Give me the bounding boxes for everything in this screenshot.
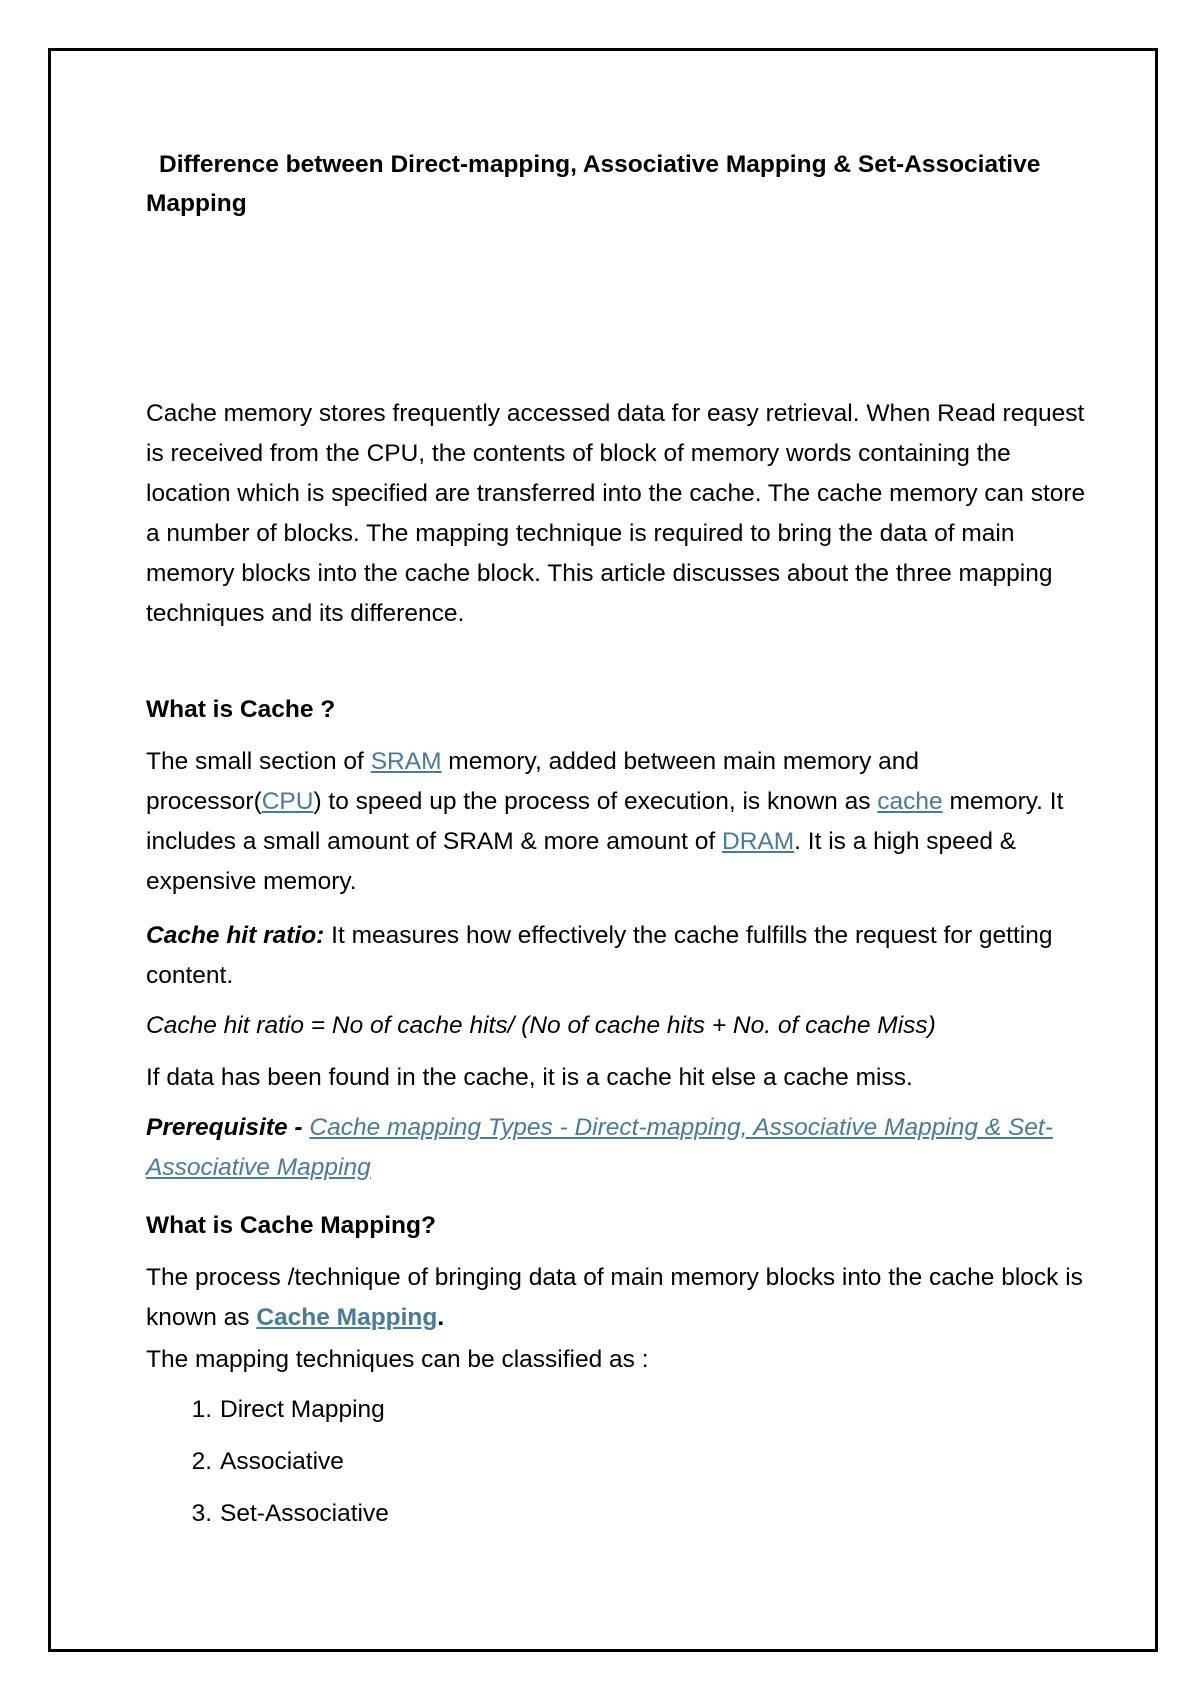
hit-ratio-label: Cache hit ratio: <box>146 922 325 949</box>
cpu-link[interactable]: CPU <box>261 788 314 815</box>
cache-def-text-3: ) to speed up the process of execution, is known as <box>313 788 878 815</box>
cache-mapping-text-2: . <box>437 1304 445 1331</box>
hit-ratio-formula: Cache hit ratio = No of cache hits/ (No of cache hits + No. of cache Miss) <box>146 1012 936 1039</box>
page-title-text: Difference between Direct-mapping, Associative Mapping & Set-Associative Mapping <box>146 151 1041 217</box>
sram-link[interactable]: SRAM <box>370 748 442 775</box>
hit-ratio-text: It measures how effectively the cache fulfills the request for getting content. <box>146 922 1053 989</box>
cache-def-text-1: The small section of <box>146 748 371 775</box>
prerequisite-label: Prerequisite - <box>146 1114 303 1141</box>
hit-ratio-paragraph <box>146 916 1086 996</box>
cache-definition-paragraph <box>146 742 1086 902</box>
intro-paragraph: Cache memory stores frequently accessed data for easy retrieval. When Read request is received from the CPU, the contents of block of memory words containing the location which is specified are transferred into the cache. The cache memory can store a number of blocks. The mapping technique is required to bring the data of main memory blocks into the cache block. This article discusses about the three mapping techniques and its difference. <box>146 400 1086 627</box>
list-item <box>146 1494 389 1546</box>
list-item-number: 3. <box>191 1500 212 1527</box>
prerequisite-paragraph <box>146 1108 1086 1188</box>
cache-mapping-text-1: The process /technique of bringing data of main memory blocks into the cache block is known as <box>146 1264 1083 1331</box>
cache-link[interactable]: cache <box>877 788 943 815</box>
list-item-number: 1. <box>191 1396 212 1423</box>
cache-def-text-5: . It is a high speed & expensive memory. <box>146 828 1017 895</box>
list-item-number: 2. <box>191 1448 212 1475</box>
what-is-cache-mapping-heading: What is Cache Mapping? <box>146 1212 436 1239</box>
cache-def-text-4: memory. It includes a small amount of SRAM & more amount of <box>146 788 1064 855</box>
prerequisite-link[interactable]: Cache mapping Types - Direct-mapping, Associative Mapping & Set-Associative Mapping <box>146 1114 1053 1181</box>
dram-link[interactable]: DRAM <box>722 828 795 855</box>
mapping-techniques-list <box>146 1390 389 1546</box>
list-item-label: Associative <box>220 1448 344 1475</box>
list-item-label: Direct Mapping <box>220 1396 385 1423</box>
cache-mapping-paragraph <box>146 1258 1086 1338</box>
page-title <box>146 145 1066 223</box>
hit-miss-note: If data has been found in the cache, it is a cache hit else a cache miss. <box>146 1064 913 1091</box>
what-is-cache-heading: What is Cache ? <box>146 696 336 723</box>
classification-intro: The mapping techniques can be classified as : <box>146 1346 649 1373</box>
cache-mapping-link[interactable]: Cache Mapping <box>256 1304 438 1331</box>
list-item <box>146 1390 389 1442</box>
list-item-label: Set-Associative <box>220 1500 389 1527</box>
list-item <box>146 1442 389 1494</box>
cache-def-text-2: memory, added between main memory and processor( <box>146 748 920 815</box>
